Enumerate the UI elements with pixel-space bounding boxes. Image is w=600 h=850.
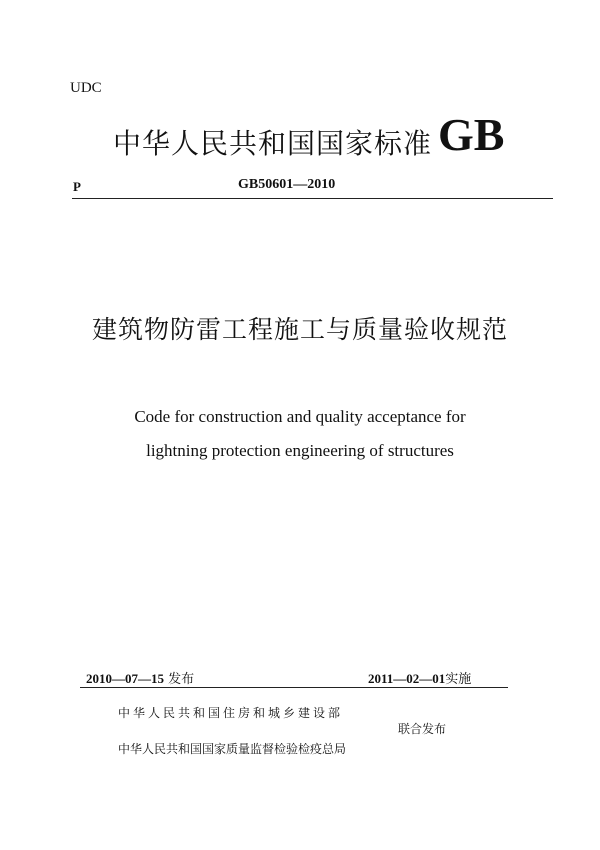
- issuer-mohurd: 中华人民共和国住房和城乡建设部: [118, 706, 344, 720]
- effective-date-value: 2011—02—01: [368, 671, 446, 686]
- chinese-title: 建筑物防雷工程施工与质量验收规范: [91, 315, 508, 344]
- joint-release-label: 联合发布: [398, 722, 447, 736]
- issuer-aqsiq: 中华人民共和国国家质量监督检验检疫总局: [118, 742, 347, 756]
- english-title-line1: Code for construction and quality acceptance for: [134, 407, 466, 426]
- effective-label: 实施: [445, 672, 472, 687]
- standard-type-title: 中华人民共和国国家标准: [113, 127, 433, 160]
- udc-label: UDC: [70, 80, 102, 96]
- header-divider: [72, 198, 553, 199]
- publish-date: [86, 668, 194, 687]
- standard-number: GB50601—2010: [238, 177, 336, 192]
- category-code: P: [73, 179, 81, 194]
- effective-date: [368, 668, 471, 687]
- publish-date-value: 2010—07—15: [86, 671, 164, 686]
- gb-mark: GB: [438, 109, 505, 160]
- english-title-line2: lightning protection engineering of structures: [146, 441, 454, 460]
- publish-label: 发布: [168, 672, 195, 687]
- footer-divider: [80, 687, 508, 688]
